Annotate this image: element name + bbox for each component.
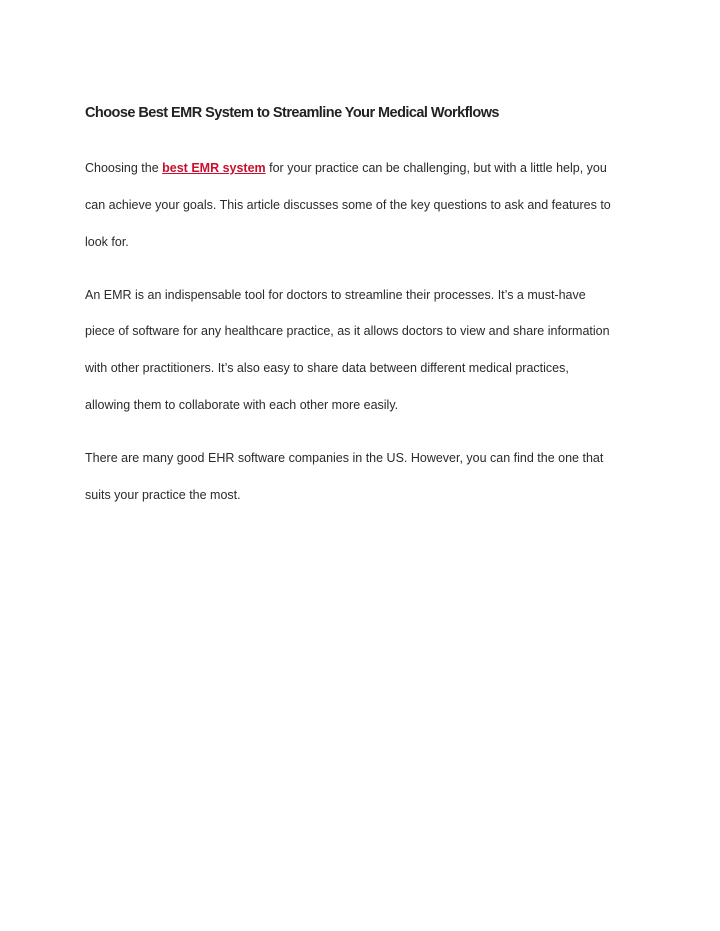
paragraph-1-line-2: can achieve your goals. This article discusses some of the key questions to ask and features to	[85, 198, 611, 212]
paragraph-1-text-before-link: Choosing the	[85, 161, 163, 175]
paragraph-1-line-3: look for.	[85, 235, 129, 249]
document-title: Choose Best EMR System to Streamline Your Medical Workflows	[85, 105, 499, 121]
paragraph-3-line-1: There are many good EHR software companies in the US. However, you can find the one that	[85, 451, 604, 465]
best-emr-system-link[interactable]: best EMR system	[162, 161, 266, 175]
paragraph-3-line-2: suits your practice the most.	[85, 488, 241, 502]
paragraph-1-line-1	[85, 160, 607, 176]
paragraph-2-line-3: with other practitioners. It’s also easy to share data between different medical practices,	[85, 361, 569, 375]
paragraph-2-line-2: piece of software for any healthcare practice, as it allows doctors to view and share information	[85, 324, 610, 338]
paragraph-1-text-after-link: for your practice can be challenging, but with a little help, you	[265, 161, 607, 175]
paragraph-2-line-1: An EMR is an indispensable tool for doctors to streamline their processes. It’s a must-have	[85, 288, 586, 302]
paragraph-2-line-4: allowing them to collaborate with each other more easily.	[85, 398, 399, 412]
